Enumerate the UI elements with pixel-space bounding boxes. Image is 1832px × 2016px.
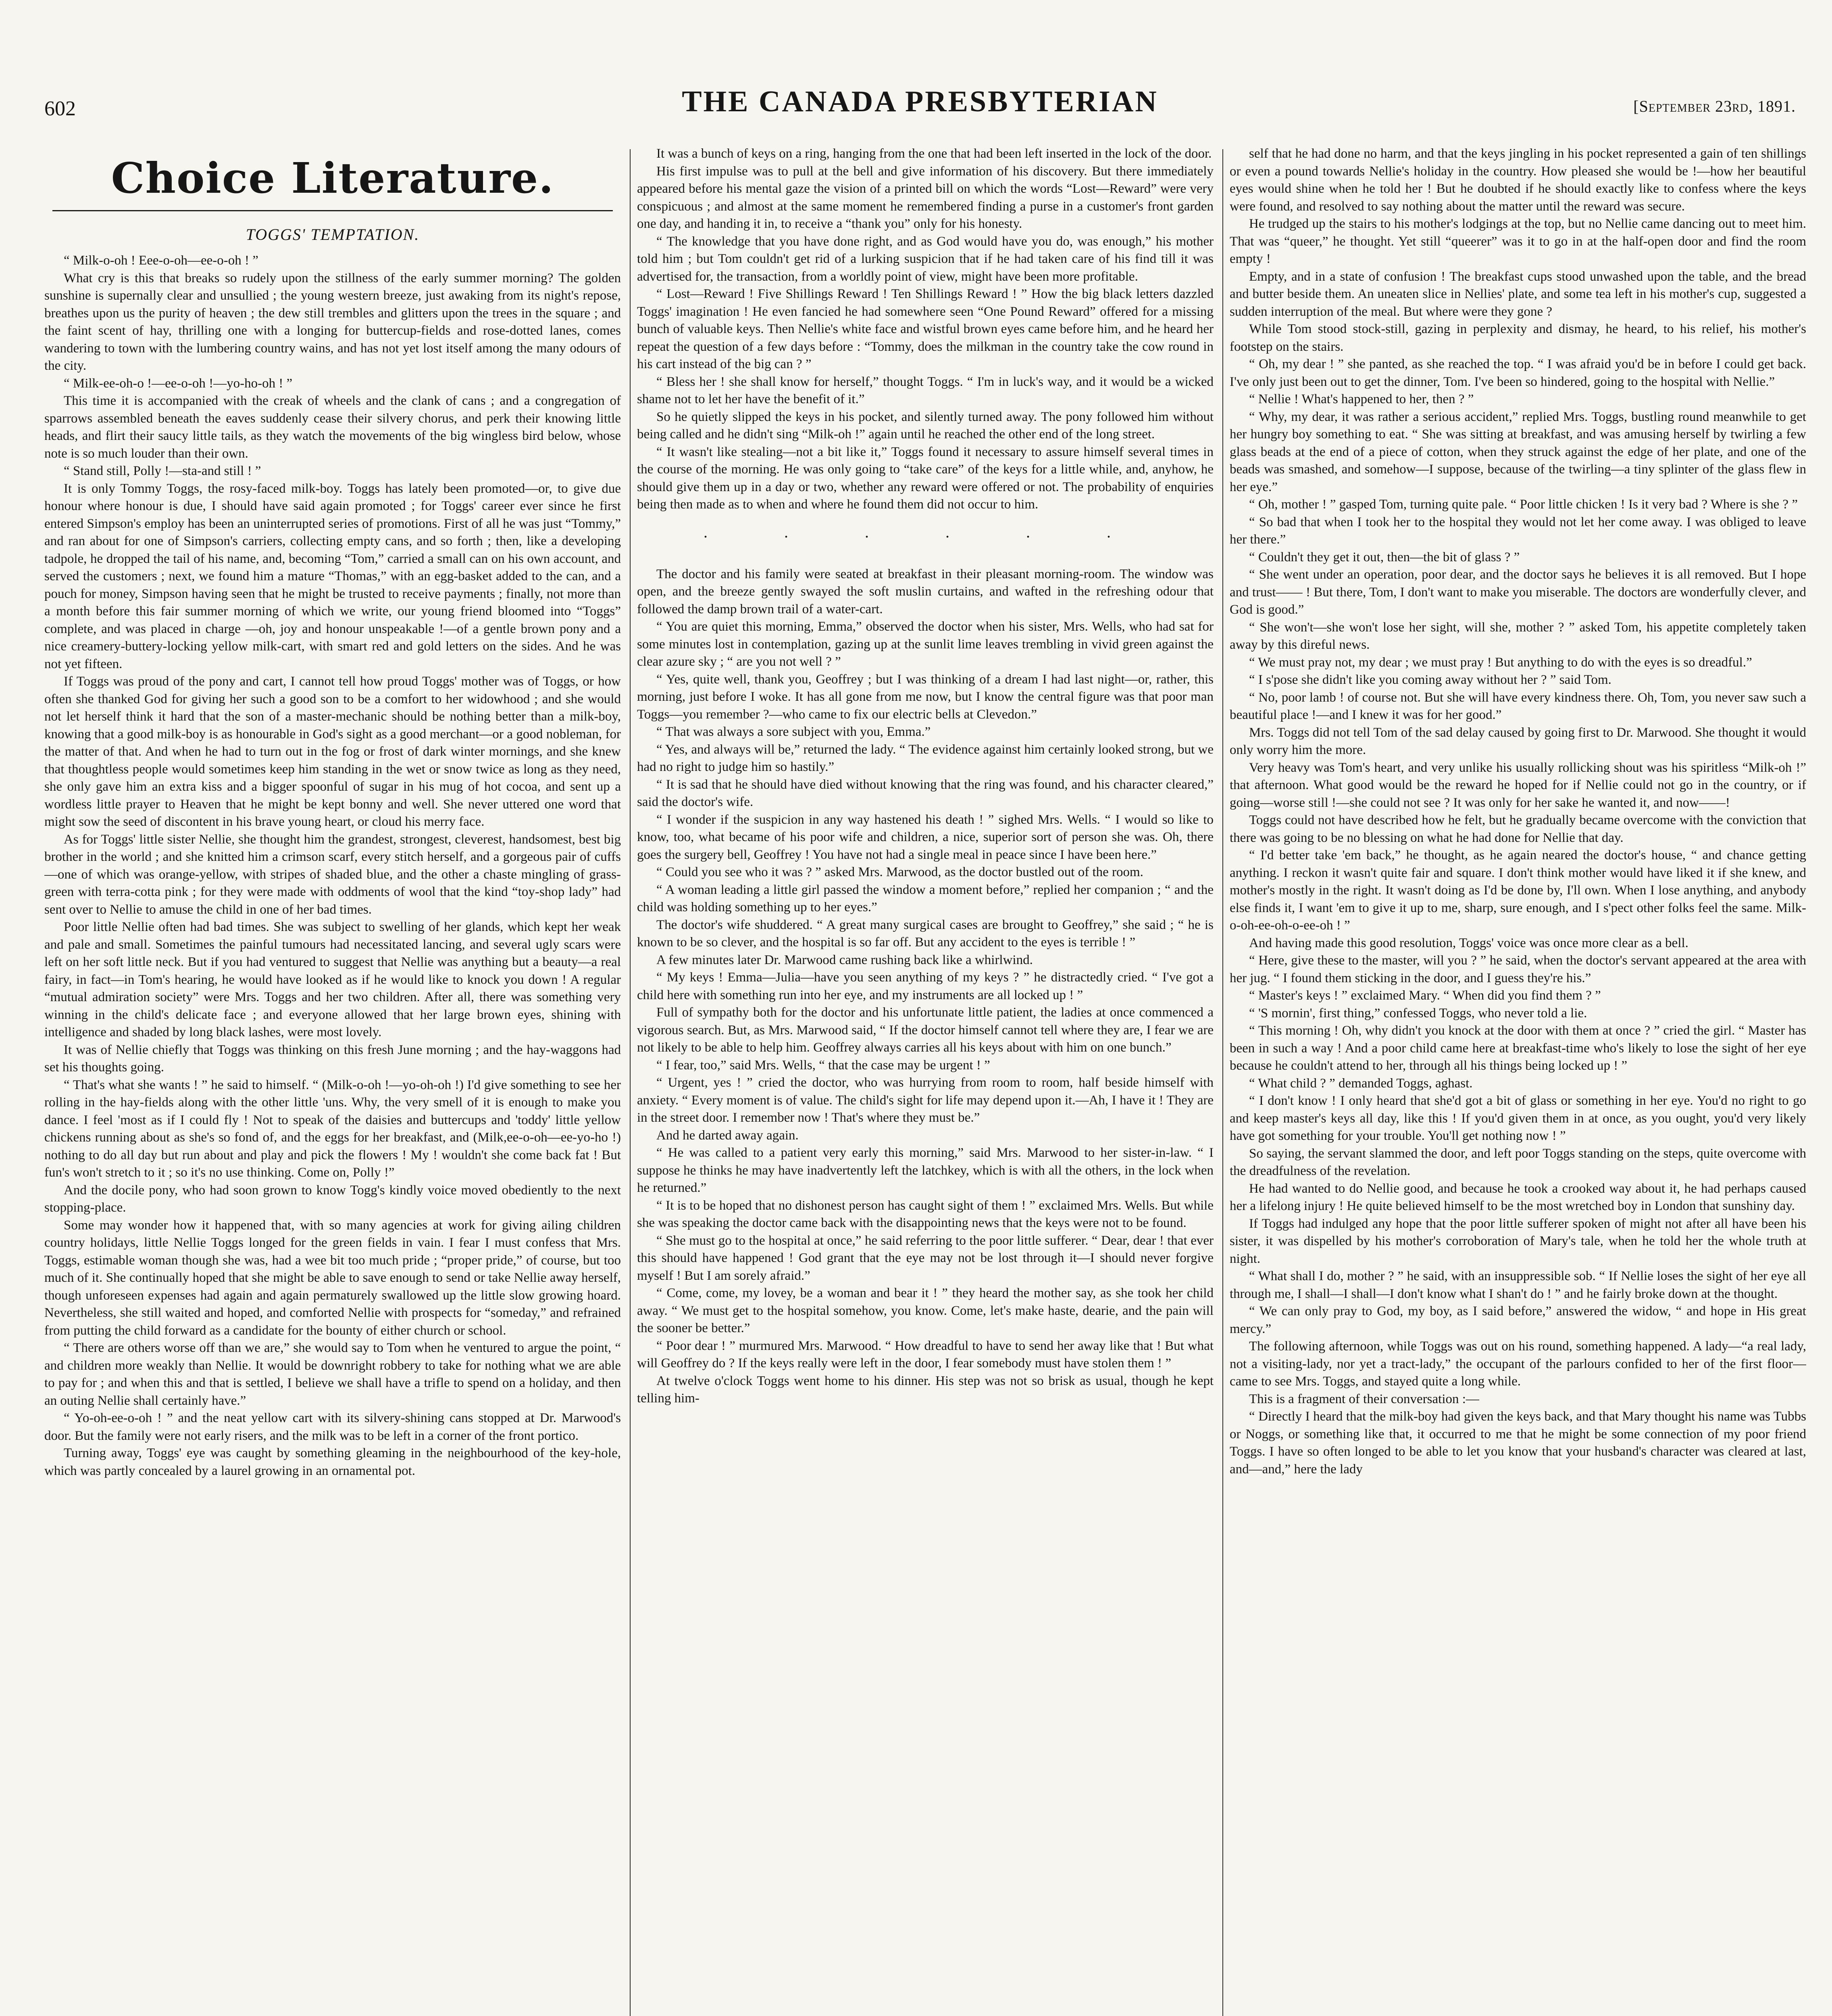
paragraph: If Toggs was proud of the pony and cart, I cannot tell how proud Toggs' mother was of Toggs, or how often she thanked God for giving her such a good son to be a comfort to her widowhood ; and she would not let herself think it hard that the son of a master-mechanic should be nothing better than a milk-boy, knowing that a good milk-boy is as honourable in God's sight as a good merchant—or a good nobleman, for the matter of that. And when he had to turn out in the fog or frost of dark winter mornings, and she knew that thoughtless people would sometimes keep him standing in the wet or snow twice as long as they need, she only gave him an extra kiss and a bigger spoonful of sugar in his mug of hot cocoa, and sent up a wordless little prayer to Heaven that he might be kept bonny and well. She never uttered one word that might sow the seed of discontent in his brave young heart, or cloud his merry face. bbox=[44, 674, 621, 829]
paragraph: So he quietly slipped the keys in his pocket, and silently turned away. The pony followed him without being called and he didn't sing “Milk-oh !” again until he reached the other end of the long street. bbox=[637, 409, 1214, 442]
section-separator: . . . . . . bbox=[704, 523, 1147, 541]
paragraph: “ What shall I do, mother ? ” he said, with an insuppressible sob. “ If Nellie loses the sight of her eye all through me, I shall—I shall—I don't know what I shan't do ! ” and he fairly broke down at the thought. bbox=[1230, 1269, 1806, 1301]
page-header bbox=[44, 85, 1796, 133]
paragraph: “ It is to be hoped that no dishonest person has caught sight of them ! ” exclaimed Mrs. Wells. But while she was speaking the doctor came back with the disappointing news that the keys were not to be found. bbox=[637, 1198, 1214, 1230]
paragraph: “ She must go to the hospital at once,” he said referring to the poor little sufferer. “ Dear, dear ! that ever this should have happened ! God grant that the eye may not be lost through it—I should never forgive myself ! But I am sorely afraid.” bbox=[637, 1233, 1214, 1283]
paragraph: “ There are others worse off than we are,” she would say to Tom when he ventured to argue the point, “ and children more weakly than Nellie. It would be downright robbery to take for nothing what we are able to pay for ; and when this and that is settled, I believe we shall have a trifle to spend on a holiday, and then an outing Nellie shall certainly have.” bbox=[44, 1341, 621, 1408]
paragraph: He trudged up the stairs to his mother's lodgings at the top, but no Nellie came dancing out to meet him. That was “queer,” he thought. Yet still “queerer” was it to go in at the half-open door and find the room empty ! bbox=[1230, 217, 1806, 266]
paragraph: Toggs could not have described how he felt, but he gradually became overcome with the conviction that there was going to be no blessing on what he had done for Nellie that day. bbox=[1230, 813, 1806, 845]
paragraph: “ That's what she wants ! ” he said to himself. “ (Milk-o-oh !—yo-oh-oh !) I'd give something to see her rolling in the hay-fields along with the other little 'uns. Why, the very smell of it is enough to make you dance. I feel 'most as if I could fly ! Not to speak of the daisies and buttercups and 'toddy' little yellow chickens running about as she's so fond of, and the eggs for her breakfast, and (Milk,ee-o-oh—ee-yo-ho !) nothing to do all day but run about and play and pick the flowers ! My ! wouldn't she come back fat ! But fun's won't stretch to it ; so it's no use thinking. Come on, Polly !” bbox=[44, 1077, 621, 1180]
paragraph: “ Oh, my dear ! ” she panted, as she reached the top. “ I was afraid you'd be in before I could get back. I've only just been out to get the dinner, Tom. I've been so hindered, going to the hospital with Nellie.” bbox=[1230, 357, 1806, 389]
paragraph: “ We can only pray to God, my boy, as I said before,” answered the widow, “ and hope in His great mercy.” bbox=[1230, 1304, 1806, 1336]
title-rule bbox=[52, 210, 613, 211]
paragraph: “ You are quiet this morning, Emma,” observed the doctor when his sister, Mrs. Wells, who had sat for some minutes lost in contemplation, gazing up at the sunlit lime leaves trembling in vivid green against the clear azure sky ; “ are you not well ? ” bbox=[637, 619, 1214, 669]
paragraph: So saying, the servant slammed the door, and left poor Toggs standing on the steps, quite overcome with the dreadfulness of the revelation. bbox=[1230, 1146, 1806, 1178]
paragraph: “ 'S mornin', first thing,” confessed Toggs, who never told a lie. bbox=[1249, 1006, 1587, 1020]
paragraph: self that he had done no harm, and that the keys jingling in his pocket represented a gain of ten shillings or even a pound towards Nellie's holiday in the country. How pleased she would be !—how her beautiful eyes would shine when he told her ! But he doubted if he should exactly like to confess where the keys were found, and resolved to say nothing about the matter until the reward was secure. bbox=[1230, 146, 1806, 214]
paragraph: “ Bless her ! she shall know for herself,” thought Toggs. “ I'm in luck's way, and it would be a wicked shame not to let her have the benefit of it.” bbox=[637, 374, 1214, 406]
paragraph: Poor little Nellie often had bad times. She was subject to swelling of her glands, which kept her weak and pale and small. Sometimes the painful tumours had necessitated lancing, and several ugly scars were left on her soft little neck. But if you had ventured to suggest that Nellie was anything but a beauty—a real fairy, in fact—in Tom's hearing, he would have looked as if he would like to knock you down ! A regular “mutual admiration society” were Mrs. Toggs and her two children. After all, there was something very winning in the child's delicate face ; and everyone allowed that her large brown eyes, shining with intelligence and shaded by long black lashes, were most lovely. bbox=[44, 920, 621, 1039]
paragraph: “ Here, give these to the master, will you ? ” he said, when the doctor's servant appeared at the area with her jug. “ I found them sticking in the door, and I guess they're his.” bbox=[1230, 953, 1806, 985]
story-title: TOGGS' TEMPTATION. bbox=[246, 225, 420, 244]
paragraph: As for Toggs' little sister Nellie, she thought him the grandest, strongest, cleverest, handsomest, best big brother in the world ; and she knitted him a crimson scarf, every stitch herself, and a gorgeous pair of cuffs—one of which was orange-yellow, with stripes of shaded blue, and the other a chaste mingling of grass-green with terra-cotta pink ; for they were made with oddments of wool that the kind “toy-shop lady” had sent over to Nellie to amuse the child in one of her bad times. bbox=[44, 832, 621, 917]
paragraph: “ Come, come, my lovey, be a woman and bear it ! ” they heard the mother say, as she took her child away. “ We must get to the hospital somehow, you know. Come, let's make haste, dearie, and the pain will the sooner be better.” bbox=[637, 1286, 1214, 1335]
paragraph: “ Directly I heard that the milk-boy had given the keys back, and that Mary thought his name was Tubbs or Noggs, or something like that, it occurred to me that he might be some connection of my poor friend Toggs. I have so often longed to be able to let you know that your husband's character was cleared at last, and—and,” here the lady bbox=[1230, 1409, 1806, 1477]
paragraph: “ Yes, and always will be,” returned the lady. “ The evidence against him certainly looked strong, but we had no right to judge him so hastily.” bbox=[637, 742, 1214, 774]
paragraph: And the docile pony, who had soon grown to know Togg's kindly voice moved obediently to the next stopping-place. bbox=[44, 1183, 621, 1215]
paragraph: The doctor's wife shuddered. “ A great many surgical cases are brought to Geoffrey,” she said ; “ he is known to be so clever, and the hospital is so far off. But any accident to the eyes is terrible ! ” bbox=[637, 917, 1214, 950]
paragraph: It was of Nellie chiefly that Toggs was thinking on this fresh June morning ; and the hay-waggons had set his thoughts going. bbox=[44, 1042, 621, 1075]
paragraph: “ What child ? ” demanded Toggs, aghast. bbox=[1249, 1076, 1473, 1091]
column-1 bbox=[44, 145, 621, 2016]
paragraph: “ I s'pose she didn't like you coming away without her ? ” said Tom. bbox=[1249, 673, 1611, 687]
column-divider bbox=[630, 149, 631, 2016]
column-3-body bbox=[1230, 145, 1806, 1478]
paragraph: “ No, poor lamb ! of course not. But she will have every kindness there. Oh, Tom, you never saw such a beautiful place !—and I knew it was for her good.” bbox=[1230, 690, 1806, 722]
paragraph: Full of sympathy both for the doctor and his unfortunate little patient, the ladies at once commenced a vigorous search. But, as Mrs. Marwood said, “ If the doctor himself cannot tell where they are, I fear we are not likely to be able to help him. Geoffrey always carries all his keys about with him on one bunch.” bbox=[637, 1005, 1214, 1055]
paragraph: “ She won't—she won't lose her sight, will she, mother ? ” asked Tom, his appetite completely taken away by this direful news. bbox=[1230, 620, 1806, 652]
paragraph: “ We must pray not, my dear ; we must pray ! But anything to do with the eyes is so dreadful.” bbox=[1249, 655, 1752, 670]
paragraph: “ Could you see who it was ? ” asked Mrs. Marwood, as the doctor bustled out of the room. bbox=[656, 865, 1143, 879]
paragraph: His first impulse was to pull at the bell and give information of his discovery. But there immediately appeared before his mental gaze the vision of a printed bill on which the words “Lost—Reward” were very conspicuous ; and almost at the same moment he remembered finding a purse in a customer's front garden one day, and handing it in, to receive a “thank you” only for his honesty. bbox=[637, 164, 1214, 231]
paragraph: Mrs. Toggs did not tell Tom of the sad delay caused by going first to Dr. Marwood. She thought it would only worry him the more. bbox=[1230, 725, 1806, 757]
paragraph: “ Stand still, Polly !—sta-and still ! ” bbox=[64, 464, 261, 478]
paragraph: “ Yes, quite well, thank you, Geoffrey ; but I was thinking of a dream I had last night—or, rather, this morning, just before I woke. It has all gone from me now, but I know the central figure was that poor man Toggs—you remember ?—who came to fix our electric bells at Clevedon.” bbox=[637, 672, 1214, 722]
paragraph: “ That was always a sore subject with you, Emma.” bbox=[656, 725, 931, 739]
paragraph: “ Urgent, yes ! ” cried the doctor, who was hurrying from room to room, half beside himself with anxiety. “ Every moment is of value. The child's sight for life may depend upon it.—Ah, I have it ! They are in the street door. I remember now ! That's where they must be.” bbox=[637, 1075, 1214, 1125]
paragraph: “ I fear, too,” said Mrs. Wells, “ that the case may be urgent ! ” bbox=[656, 1058, 990, 1073]
column-3 bbox=[1230, 145, 1806, 2016]
paragraph: Very heavy was Tom's heart, and very unlike his usually rollicking shout was his spiritless “Milk-oh !” that afternoon. What good would be the reward he hoped for if Nellie could not go in the country, or if going—worse still !—she could not see ? It was only for her sake he wanted it, and now——! bbox=[1230, 760, 1806, 810]
paragraph: “ I don't know ! I only heard that she'd got a bit of glass or something in her eye. You'd no right to go and keep master's keys all day, like this ! If you'd given them in at once, as you ought, you'd very likely have got something for your trouble. You'll get nothing now ! ” bbox=[1230, 1093, 1806, 1143]
paragraph: “ Master's keys ! ” exclaimed Mary. “ When did you find them ? ” bbox=[1249, 988, 1601, 1003]
paragraph: At twelve o'clock Toggs went home to his dinner. His step was not so brisk as usual, though he kept telling him- bbox=[637, 1373, 1214, 1406]
column-2-body-bottom bbox=[637, 566, 1214, 1408]
paragraph: “ Lost—Reward ! Five Shillings Reward ! Ten Shillings Reward ! ” How the big black letters dazzled Toggs' imagination ! He even fancied he had somewhere seen “One Pound Reward” offered for a missing bunch of valuable keys. Then Nellie's white face and wistful brown eyes came before him, and he heard her repeat the question of a few days before : “Tommy, does the milkman in the country take the cow round in his cart instead of the big can ? ” bbox=[637, 287, 1214, 371]
paragraph: “ My keys ! Emma—Julia—have you seen anything of my keys ? ” he distractedly cried. “ I've got a child here with something run into her eye, and my instruments are all locked up ! ” bbox=[637, 970, 1214, 1002]
newspaper-title: THE CANADA PRESBYTERIAN bbox=[682, 85, 1158, 118]
paragraph: “ She went under an operation, poor dear, and the doctor says he believes it is all removed. But I hope and trust—— ! But there, Tom, I don't want to make you miserable. The doctors are wonderfully clever, and God is good.” bbox=[1230, 567, 1806, 617]
paragraph: The following afternoon, while Toggs was out on his round, something happened. A lady—“a real lady, not a visiting-lady, nor yet a tract-lady,” the occupant of the parlours confided to her of the first floor—came to see Mrs. Toggs, and stayed quite a long while. bbox=[1230, 1339, 1806, 1389]
paragraph: “ So bad that when I took her to the hospital they would not let her come away. I was obliged to leave her there.” bbox=[1230, 514, 1806, 547]
section-title: Choice Literature. bbox=[111, 153, 554, 203]
column-2 bbox=[637, 145, 1214, 2016]
paragraph: It is only Tommy Toggs, the rosy-faced milk-boy. Toggs has lately been promoted—or, to give due honour where honour is due, I should have said again promoted ; for Toggs' career ever since he first entered Simpson's employ has been an uninterrupted series of promotions. First of all he was just “Tommy,” and ran about for one of Simpson's carriers, collecting empty cans, and so forth ; then, like a developing tadpole, he dropped the tail of his name, and, becoming “Tom,” carried a small can on his own account, and served the customers ; next, we found him a mature “Thomas,” with an egg-basket added to the can, and a pouch for money, Simpson having seen that he might be trusted to receive payments ; finally, not more than a month before this fair summer morning of which we write, our young friend bloomed into “Toggs” complete, and was placed in charge —oh, joy and honour unspeakable !—of a gentle brown pony and a nice creamery-buttery-locking yellow milk-cart, with smart red and gold letters on the sides. And he was not yet fifteen. bbox=[44, 481, 621, 671]
article-columns bbox=[44, 145, 1806, 2016]
paragraph: “ I wonder if the suspicion in any way hastened his death ! ” sighed Mrs. Wells. “ I would so like to know, too, what became of his poor wife and children, a nice, superior sort of person she was. Oh, there goes the surgery bell, Geoffrey ! You have not had a single meal in peace since I have been here.” bbox=[637, 812, 1214, 862]
paragraph: “ He was called to a patient very early this morning,” said Mrs. Marwood to her sister-in-law. “ I suppose he thinks he may have inadvertently left the latchkey, which is with all the others, in the lock when he returned.” bbox=[637, 1145, 1214, 1195]
paragraph: And he darted away again. bbox=[656, 1128, 799, 1143]
paragraph: If Toggs had indulged any hope that the poor little sufferer spoken of might not after all have been his sister, it was dispelled by his mother's corroboration of Mary's tale, when he told her the whole truth at night. bbox=[1230, 1216, 1806, 1266]
paragraph: “ Milk-ee-oh-o !—ee-o-oh !—yo-ho-oh ! ” bbox=[64, 376, 293, 391]
column-2-body-top bbox=[637, 145, 1214, 514]
paragraph: A few minutes later Dr. Marwood came rushing back like a whirlwind. bbox=[656, 952, 1033, 967]
paragraph: Turning away, Toggs' eye was caught by something gleaming in the neighbourhood of the key-hole, which was partly concealed by a laurel growing in an ornamental pot. bbox=[44, 1446, 621, 1478]
paragraph: “ Nellie ! What's happened to her, then ? ” bbox=[1249, 392, 1474, 406]
paragraph: “ Oh, mother ! ” gasped Tom, turning quite pale. “ Poor little chicken ! Is it very bad ? Where is she ? ” bbox=[1249, 497, 1798, 512]
paragraph: “ A woman leading a little girl passed the window a moment before,” replied her companion ; “ and the child was holding something up to her eyes.” bbox=[637, 882, 1214, 914]
paragraph: “ It wasn't like stealing—not a bit like it,” Toggs found it necessary to assure himself several times in the course of the morning. He was only going to “take care” of the keys for a little while, and, anyhow, he should give them up in a day or two, whether any reward were offered or not. The probability of enquiries being then made as to when and where he found them did not occur to him. bbox=[637, 444, 1214, 512]
page-number: 602 bbox=[44, 97, 76, 120]
column-divider bbox=[1222, 149, 1223, 2016]
issue-date: [September 23rd, 1891. bbox=[1633, 97, 1796, 115]
paragraph: “ This morning ! Oh, why didn't you knock at the door with them at once ? ” cried the girl. “ Master has been in such a way ! And a poor child came here at breakfast-time who's likely to lose the sight of her eye because he couldn't attend to her, through all his things being locked up ! ” bbox=[1230, 1023, 1806, 1073]
paragraph: This is a fragment of their conversation :— bbox=[1249, 1391, 1479, 1406]
paragraph: He had wanted to do Nellie good, and because he took a crooked way about it, he had perhaps caused her a lifelong injury ! He quite believed himself to be the most wretched boy in London that sunshiny day. bbox=[1230, 1181, 1806, 1213]
paragraph: “ I'd better take 'em back,” he thought, as he again neared the doctor's house, “ and chance getting anything. I reckon it wasn't quite fair and square. I don't think mother would have liked it if she knew, and mother's mostly in the right. It wasn't doing as I'd be done by, I'll own. When I lose anything, and anybody else finds it, I want 'em to give it up to me, sharp, sure enough, and I s'pect other folks feel the same. Milk-o-oh-ee-oh-o-ee-oh ! ” bbox=[1230, 848, 1806, 933]
paragraph: “ Milk-o-oh ! Eee-o-oh—ee-o-oh ! ” bbox=[64, 253, 258, 268]
paragraph: “ The knowledge that you have done right, and as God would have you do, was enough,” his mother told him ; but Tom couldn't get rid of a lurking suspicion that if he had taken care of his find till it was advertised for, the transaction, from a worldly point of view, might have been more profitable. bbox=[637, 234, 1214, 284]
paragraph: The doctor and his family were seated at breakfast in their pleasant morning-room. The window was open, and the breeze gently swayed the soft muslin curtains, and wafted in the refreshing odour that followed the damp brown trail of a water-cart. bbox=[637, 566, 1214, 616]
paragraph: This time it is accompanied with the creak of wheels and the clank of cans ; and a congregation of sparrows assembled beneath the eaves suddenly cease their silvery chorus, and perk their knowing little heads, and flirt their saucy little tails, as they watch the movements of the big wingless bird below, whose note is so much louder than their own. bbox=[44, 394, 621, 461]
paragraph: Empty, and in a state of confusion ! The breakfast cups stood unwashed upon the table, and the bread and butter beside them. An uneaten slice in Nellies' plate, and some tea left in his mother's cup, suggested a sudden interruption of the meal. But where were they gone ? bbox=[1230, 269, 1806, 319]
paragraph: “ Yo-oh-ee-o-oh ! ” and the neat yellow cart with its silvery-shining cans stopped at Dr. Marwood's door. But the family were not early risers, and the milk was to be left in a corner of the front portico. bbox=[44, 1411, 621, 1443]
column-1-body bbox=[44, 252, 621, 1480]
paragraph: Some may wonder how it happened that, with so many agencies at work for giving ailing children country holidays, little Nellie Toggs longed for the green fields in vain. I fear I must confess that Mrs. Toggs, estimable woman though she was, had a wee bit too much pride ; “proper pride,” of course, but too much of it. She continually hoped that she might be able to save enough to send or take Nellie away herself, though unforeseen expenses had again and again permaturely swallowed up the little slow growing hoard. Nevertheless, she still waited and hoped, and comforted Nellie with prospects for “someday,” and refrained from putting the child forward as a candidate for the bounty of either church or school. bbox=[44, 1218, 621, 1338]
paragraph: “ Why, my dear, it was rather a serious accident,” replied Mrs. Toggs, bustling round meanwhile to get her hungry boy something to eat. “ She was sitting at breakfast, and was amusing herself by twirling a few glass beads at the end of a piece of cotton, when they struck against the edge of her plate, and one of the beads was smashed, and somehow—I suppose, because of the twirling—a tiny splinter of the glass flew in her eye.” bbox=[1230, 409, 1806, 494]
paragraph: While Tom stood stock-still, gazing in perplexity and dismay, he heard, to his relief, his mother's footstep on the stairs. bbox=[1230, 322, 1806, 354]
paragraph: “ Poor dear ! ” murmured Mrs. Marwood. “ How dreadful to have to send her away like that ! But what will Geoffrey do ? If the keys really were left in the door, I fear somebody must have stolen them ! ” bbox=[637, 1338, 1214, 1370]
paragraph: “ Couldn't they get it out, then—the bit of glass ? ” bbox=[1249, 550, 1520, 564]
paragraph: “ It is sad that he should have died without knowing that the ring was found, and his character cleared,” said the doctor's wife. bbox=[637, 777, 1214, 809]
paragraph: What cry is this that breaks so rudely upon the stillness of the early summer morning? The golden sunshine is supernally clear and unsullied ; the young western breeze, just awaking from its night's repose, breathes upon us the purity of heaven ; the dew still trembles and glitters upon the trees in the square ; and the faint scent of hay, thrilling one with a longing for buttercup-fields and rose-dotted lanes, comes wandering to town with the lumbering country wains, and has not yet lost itself among the many odours of the city. bbox=[44, 271, 621, 373]
paragraph: It was a bunch of keys on a ring, hanging from the one that had been left inserted in the lock of the door. bbox=[656, 146, 1212, 161]
paragraph: And having made this good resolution, Toggs' voice was once more clear as a bell. bbox=[1249, 935, 1688, 950]
